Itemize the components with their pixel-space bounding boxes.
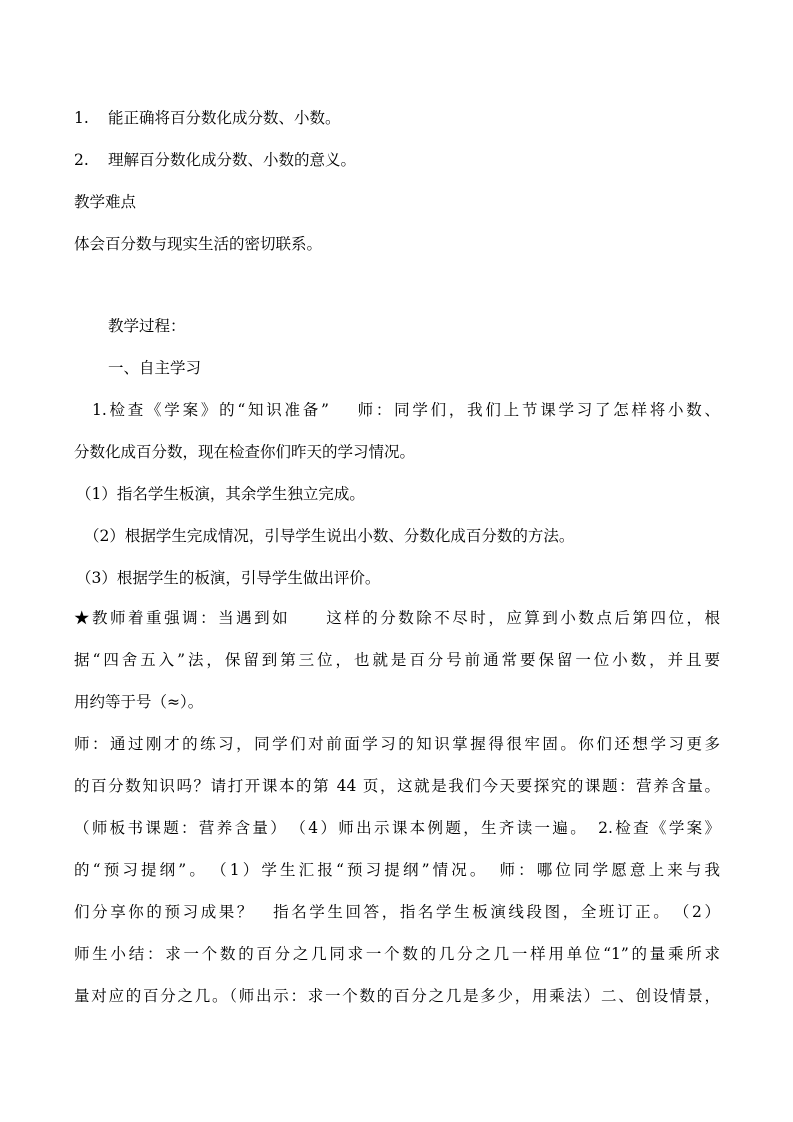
paragraph-line: 师生小结：求一个数的百分之几同求一个数的几分之几一样用单位“1”的量乘所求 — [74, 945, 720, 963]
paragraph-line: 的百分数知识吗？请打开课本的第 44 页，这就是我们今天要探究的课题：营养含量。 — [74, 777, 720, 795]
paragraph-line: 量对应的百分之几。（师出示：求一个数的百分之几是多少，用乘法）二、创设情景， — [74, 987, 720, 1005]
step-item-3: （3）根据学生的板演，引导学生做出评价。 — [76, 569, 381, 587]
objective-number: 2. — [74, 151, 89, 169]
paragraph-line: （师板书课题：营养含量） （4）师出示课本例题，生齐读一遍。 2.检查《学案》 — [74, 819, 720, 837]
objective-number: 1. — [74, 109, 89, 127]
section-heading-self-study: 一、自主学习 — [108, 359, 202, 377]
paragraph-line: 1.检查《学案》的“知识准备” 师：同学们，我们上节课学习了怎样将小数、 — [92, 401, 720, 419]
objective-text: 能正确将百分数化成分数、小数。 — [108, 109, 341, 127]
difficulty-text: 体会百分数与现实生活的密切联系。 — [74, 235, 323, 253]
difficulty-heading: 教学难点 — [74, 193, 137, 211]
emphasis-line: 用约等于号（≈）。 — [74, 693, 204, 711]
objective-text: 理解百分数化成分数、小数的意义。 — [108, 151, 357, 169]
paragraph-line: 分数化成百分数，现在检查你们昨天的学习情况。 — [74, 443, 416, 461]
step-item-1: （1）指名学生板演，其余学生独立完成。 — [76, 485, 365, 503]
objective-item-2 — [74, 150, 356, 170]
process-heading: 教学过程： — [108, 317, 186, 335]
emphasis-line: 据“四舍五入”法，保留到第三位，也就是百分号前通常要保留一位小数，并且要 — [74, 651, 720, 669]
step-item-2: （2）根据学生完成情况，引导学生说出小数、分数化成百分数的方法。 — [84, 527, 575, 545]
paragraph-line: 师：通过刚才的练习，同学们对前面学习的知识掌握得很牢固。你们还想学习更多 — [74, 735, 720, 753]
paragraph-line: 们分享你的预习成果？ 指名学生回答，指名学生板演线段图，全班订正。 （2） — [74, 903, 720, 921]
emphasis-line: ★教师着重强调：当遇到如 这样的分数除不尽时，应算到小数点后第四位，根 — [74, 609, 720, 627]
objective-item-1 — [74, 108, 341, 128]
paragraph-line: 的“预习提纲”。 （1）学生汇报“预习提纲”情况。 师：哪位同学愿意上来与我 — [74, 861, 720, 879]
